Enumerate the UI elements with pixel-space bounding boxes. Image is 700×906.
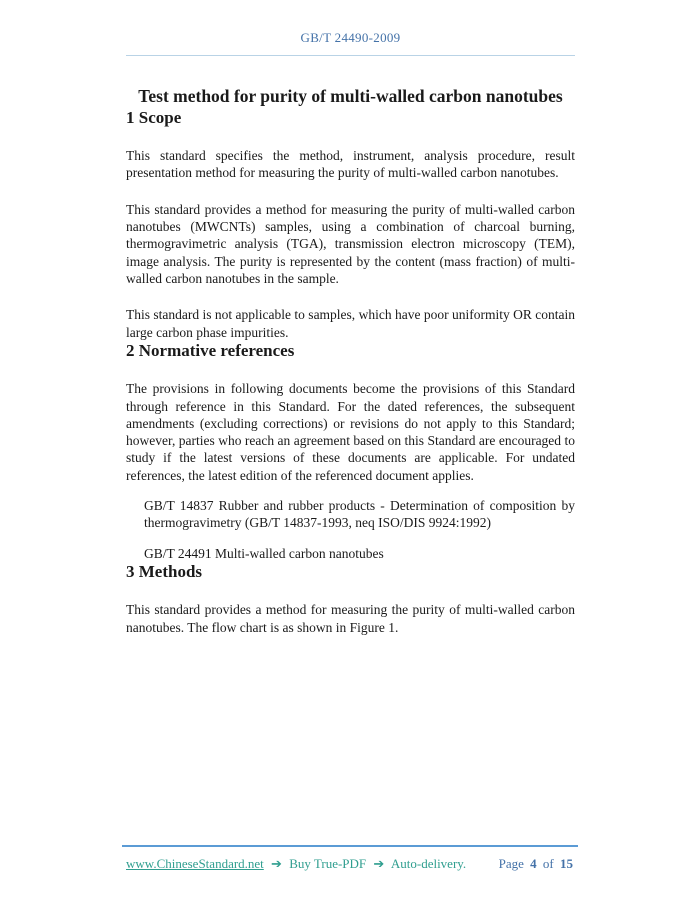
section-scope: [126, 108, 575, 341]
section-normative-references: [126, 341, 575, 562]
section-methods: [126, 562, 575, 636]
footer-buy-text: Buy True-PDF: [289, 856, 367, 871]
header-rule: [126, 55, 575, 56]
footer-info: [126, 856, 466, 872]
page-total: 15: [560, 856, 573, 871]
document-title: Test method for purity of multi-walled carbon nanotubes: [138, 86, 563, 106]
footer-delivery-text: Auto-delivery.: [390, 856, 467, 871]
page-of-label: of: [542, 856, 554, 871]
arrow-icon: ➔: [271, 856, 282, 871]
paragraph: This standard is not applicable to samples, which have poor uniformity OR contain large carbon phase impurities.: [126, 307, 575, 340]
page-current: 4: [530, 856, 537, 871]
page-header: [126, 30, 575, 56]
section-heading-normative-references: 2 Normative references: [126, 340, 295, 360]
page-indicator: [498, 856, 575, 872]
reference-item: GB/T 14837 Rubber and rubber products - Determination of composition by thermogravimetry (GB/T 14837-1993, neq ISO/DIS 9924:1992): [144, 497, 575, 531]
page-footer: [122, 845, 578, 872]
footer-website-link[interactable]: www.ChineseStandard.net: [126, 856, 264, 871]
paragraph: This standard specifies the method, instrument, analysis procedure, result presentation method for measuring the purity of multi-walled carbon nanotubes.: [126, 148, 575, 181]
standard-number: GB/T 24490-2009: [300, 30, 401, 45]
page-label: Page: [498, 856, 524, 871]
paragraph: The provisions in following documents become the provisions of this Standard through reference in this Standard. For the dated references, the subsequent amendments (excluding corrections) or revisions do not apply to this Standard; however, parties who reach an agreement based on this Standard are encouraged to study if the latest versions of these documents are applicable. For undated references, the latest edition of the referenced document applies.: [126, 381, 575, 483]
section-heading-methods: 3 Methods: [126, 561, 203, 581]
arrow-icon: ➔: [373, 856, 385, 871]
paragraph: This standard provides a method for measuring the purity of multi-walled carbon nanotubes. The flow chart is as shown in Figure 1.: [126, 602, 575, 635]
reference-item: GB/T 24491 Multi-walled carbon nanotubes: [144, 545, 384, 561]
paragraph: This standard provides a method for measuring the purity of multi-walled carbon nanotubes (MWCNTs) samples, using a combination of charcoal burning, thermogravimetric analysis (TGA), transmission electron microscopy (TEM), image analysis. The purity is represented by the content (mass fraction) of multi-walled carbon nanotubes in the sample.: [126, 201, 575, 286]
section-heading-scope: 1 Scope: [126, 107, 182, 127]
